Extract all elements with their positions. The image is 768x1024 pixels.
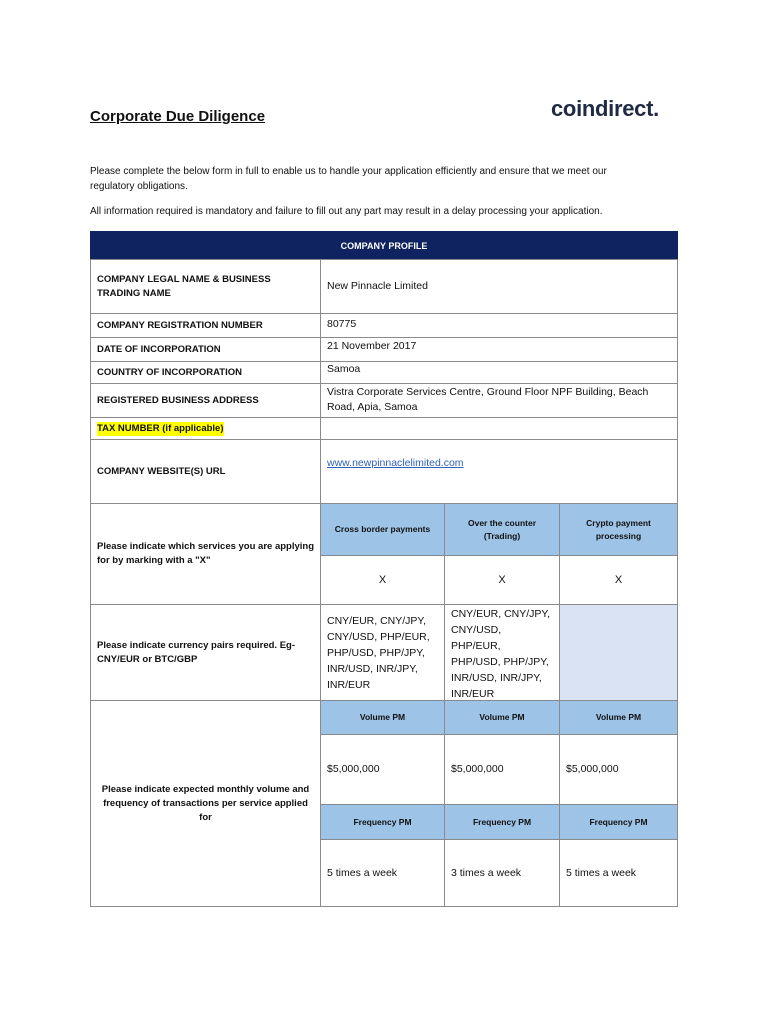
currency-otc-value: CNY/EUR, CNY/JPY, CNY/USD, PHP/EUR, PHP/USD, PHP/JPY, INR/USD, INR/JPY, INR/EUR (451, 608, 550, 700)
currency-question-text: Please indicate currency pairs required. Eg- CNY/EUR or BTC/GBP (97, 639, 295, 665)
legal-name-value: New Pinnacle Limited (327, 280, 428, 292)
frequency-cross-border-value: 5 times a week (327, 866, 398, 879)
address-field[interactable] (320, 383, 678, 418)
coindirect-logo: coindirect. (551, 96, 659, 121)
volume-cross-border-value: $5,000,000 (327, 763, 380, 775)
currency-cross-border-value: CNY/EUR, CNY/JPY, CNY/USD, PHP/EUR, PHP/USD, PHP/JPY, INR/USD, INR/JPY, INR/EUR (327, 615, 430, 691)
incorp-country-label-text: COUNTRY OF INCORPORATION (97, 366, 242, 378)
intro-paragraph-2: All information required is mandatory and failure to fill out any part may result in a delay processing your application. (90, 206, 603, 217)
website-label-text: COMPANY WEBSITE(S) URL (97, 465, 226, 477)
website-field[interactable] (320, 439, 678, 504)
legal-name-label (90, 259, 321, 314)
reg-number-value: 80775 (327, 318, 357, 330)
frequency-otc-value: 3 times a week (451, 866, 522, 879)
incorp-date-value: 21 November 2017 (327, 340, 417, 352)
services-col-crypto: Crypto payment processing (559, 503, 678, 556)
incorp-country-field[interactable] (320, 361, 678, 384)
frequency-otc[interactable] (444, 839, 560, 907)
currency-otc[interactable] (444, 604, 560, 701)
volume-question (90, 700, 321, 907)
reg-number-label (90, 313, 321, 338)
services-question-text: Please indicate which services you are applying for by marking with a "X" (97, 541, 315, 566)
tax-number-label-text: TAX NUMBER (if applicable) (97, 422, 224, 434)
volume-cross-border[interactable] (320, 734, 445, 805)
service-mark-cross-border[interactable]: X (320, 555, 445, 605)
incorp-country-label (90, 361, 321, 384)
frequency-crypto-value: 5 times a week (566, 866, 637, 879)
volume-crypto[interactable] (559, 734, 678, 805)
currency-question (90, 604, 321, 701)
intro-paragraph-1: Please complete the below form in full to enable us to handle your application efficiently and ensure that we meet our regulatory obligations. (90, 166, 607, 192)
services-col-cross-border: Cross border payments (320, 503, 445, 556)
incorp-date-label (90, 337, 321, 362)
tax-number-label (90, 417, 321, 440)
currency-crypto[interactable] (559, 604, 678, 701)
service-mark-otc[interactable]: X (444, 555, 560, 605)
incorp-date-field[interactable] (320, 337, 678, 362)
frequency-header-crypto: Frequency PM (559, 804, 678, 840)
legal-name-field[interactable] (320, 259, 678, 314)
incorp-date-label-text: DATE OF INCORPORATION (97, 343, 221, 355)
reg-number-label-text: COMPANY REGISTRATION NUMBER (97, 319, 263, 331)
incorp-country-value: Samoa (327, 363, 361, 375)
volume-otc[interactable] (444, 734, 560, 805)
services-question (90, 503, 321, 605)
address-label-text: REGISTERED BUSINESS ADDRESS (97, 394, 259, 406)
address-value: Vistra Corporate Services Centre, Ground Floor NPF Building, Beach Road, Apia, Samoa (327, 386, 649, 413)
volume-otc-value: $5,000,000 (451, 763, 504, 775)
website-label (90, 439, 321, 504)
tax-number-field[interactable] (320, 417, 678, 440)
service-mark-crypto[interactable]: X (559, 555, 678, 605)
website-link[interactable]: www.newpinnaclelimited.com (327, 457, 464, 469)
reg-number-field[interactable] (320, 313, 678, 338)
document-title: Corporate Due Diligence (90, 108, 266, 125)
frequency-header-otc: Frequency PM (444, 804, 560, 840)
legal-name-label-text: COMPANY LEGAL NAME & BUSINESS TRADING NAME (97, 273, 271, 299)
frequency-crypto[interactable] (559, 839, 678, 907)
volume-header-crypto: Volume PM (559, 700, 678, 735)
services-col-otc: Over the counter (Trading) (444, 503, 560, 556)
address-label (90, 383, 321, 418)
frequency-cross-border[interactable] (320, 839, 445, 907)
currency-cross-border[interactable] (320, 604, 445, 701)
volume-header-otc: Volume PM (444, 700, 560, 735)
volume-question-text: Please indicate expected monthly volume and frequency of transactions per service applied for (101, 783, 310, 823)
company-profile-heading: COMPANY PROFILE (90, 231, 678, 260)
volume-crypto-value: $5,000,000 (566, 763, 619, 775)
volume-header-cross-border: Volume PM (320, 700, 445, 735)
frequency-header-cross-border: Frequency PM (320, 804, 445, 840)
